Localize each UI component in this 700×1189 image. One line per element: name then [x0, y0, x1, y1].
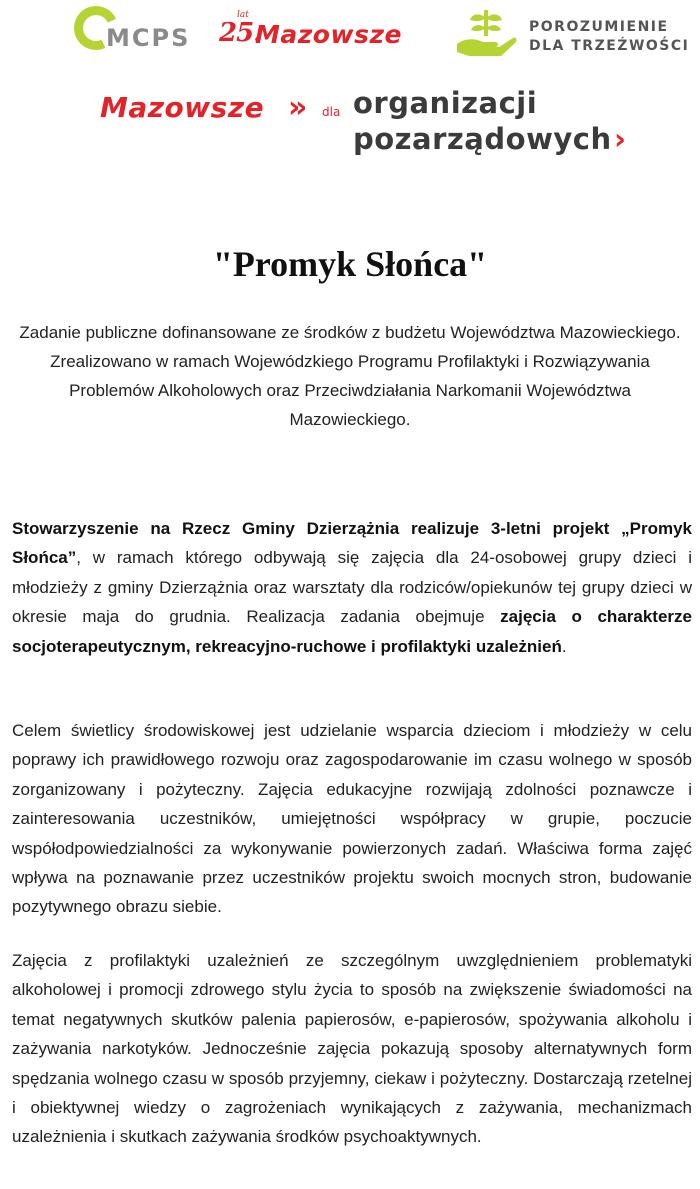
paragraph-project — [12, 514, 692, 661]
25-lat-mazowsze-logo — [219, 12, 419, 52]
anniversary-lat: lat — [237, 10, 249, 20]
logo-bar — [0, 0, 700, 70]
program-line2: pozarządowych — [353, 122, 612, 156]
paragraph-goal: Celem świetlicy środowiskowej jest udzielanie wsparcia dzieciom i młodzieży w celu poprawy ich prawidłowego rozwoju oraz zagospodarowanie im czasu wolnego w sposób zorganizowany i pożyteczny. Zajęcia edukacyjne rozwijają zdolności poznawcze i zainteresowania uczestników, umiejętności współpracy w grupie, poczucie współodpowiedzialności za wykonywanie powierzonych zadań. Właściwa forma zajęć wpływa na poznawanie przez uczestników projektu swoich mocnych stron, budowanie pozytywnego obrazu siebie. — [12, 721, 692, 917]
mcps-logo-text: MCPS — [106, 24, 191, 52]
end-chevron-icon: › — [614, 122, 626, 156]
paragraph-project-bold-lead: Stowarzyszenie na Rzecz Gminy Dzierzążnia realizuje 3-letni projekt „Promyk Słońca” — [12, 519, 692, 568]
anniversary-word: Mazowsze — [255, 20, 402, 49]
mcps-logo — [74, 4, 191, 60]
program-line1: organizacji — [353, 86, 538, 120]
hand-sprout-icon — [455, 6, 517, 60]
porozumienie-line2: DLA TRZEŹWOŚCI — [529, 38, 690, 54]
anniversary-number: 25. — [219, 18, 262, 48]
intro-paragraph: Zadanie publiczne dofinansowane ze środków z budżetu Województwa Mazowieckiego. Zrealizowano w ramach Wojewódzkiego Programu Profilaktyki i Rozwiązywania Problemów Alkoholowych oraz Przeciwdziałania Narkomanii Województwa Mazowieckiego. — [19, 323, 681, 429]
porozumienie-logo — [455, 6, 695, 62]
paragraph-prevention: Zajęcia z profilaktyki uzależnień ze szczególnym uwzględnieniem problematyki alkoholowej i promocji zdrowego stylu życia to sposób na zwiększenie świadomości na temat negatywnych skutków palenia papierosów, e-papierosów, spożywania alkoholu i zażywania narkotyków. Jednocześnie zajęcia pokazują sposoby alternatywnych form spędzania wolnego czasu w sposób przyjemny, ciekaw i pożyteczny. Dostarczają rzetelnej i obiektywnej wiedzy o zagrożeniach wynikających z zażywania, mechanizmach uzależnienia i skutkach zażywania środków psychoaktywnych. — [12, 951, 692, 1147]
porozumienie-line1: POROZUMIENIE — [529, 19, 669, 35]
paragraph-project-end: . — [561, 636, 567, 656]
program-dla: dla — [322, 105, 341, 119]
paragraph-project-text: , w ramach którego odbywają się zajęcia dla 24-osobowej grupy dzieci i młodzieży z gminy Dzierzążnia oraz warsztaty dla rodziców/opiekunów tej grupy dzieci w okresie maja do grudnia. Realizacja zadania obejmuje — [12, 548, 692, 627]
paragraph-project-bold-tail: zajęcia o charakterze socjoterapeutycznym, rekreacyjno-ruchowe i profilaktyki uzależnień — [12, 607, 692, 656]
page-title: "Promyk Słońca" — [212, 244, 488, 284]
mazowsze-dla-organizacji-logo — [100, 88, 640, 168]
chevrons-icon: » — [288, 90, 300, 125]
program-word: Mazowsze — [100, 91, 265, 124]
